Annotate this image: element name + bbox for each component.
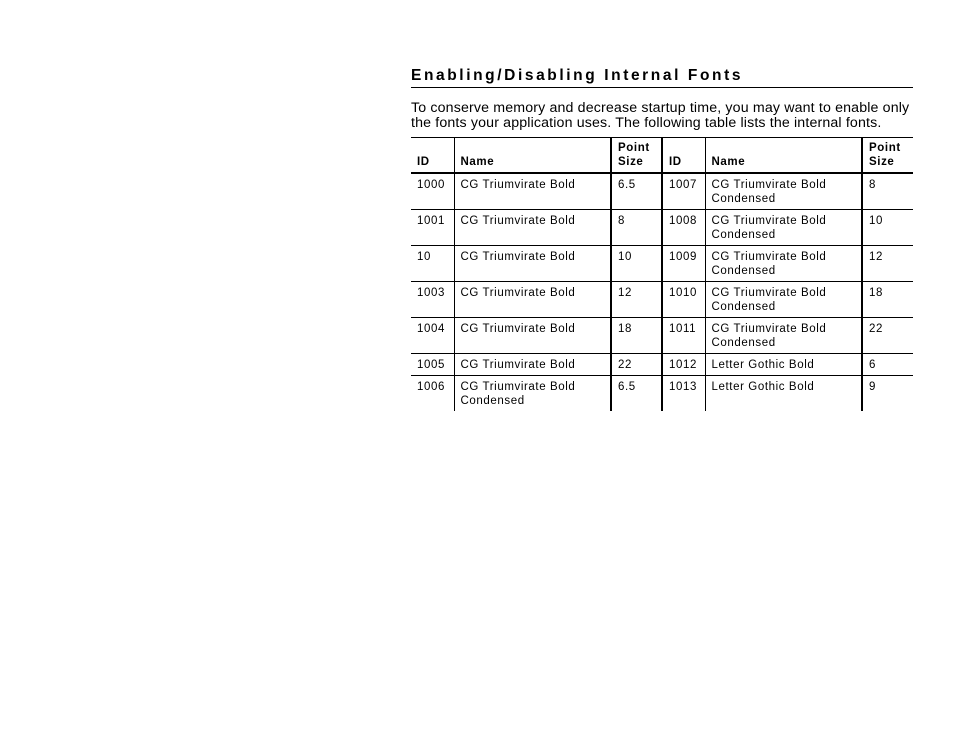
font-name-cell: CG Triumvirate Bold: [454, 173, 611, 210]
table-row: [411, 173, 913, 210]
font-name-cell: CG Triumvirate Bold: [454, 246, 611, 282]
intro-paragraph: To conserve memory and decrease startup time, you may want to enable only the fonts your application uses. The following table lists the internal fonts.: [411, 100, 910, 131]
point-size-cell: 18: [862, 282, 913, 318]
section-heading: Enabling/Disabling Internal Fonts: [411, 66, 913, 88]
table-row: [411, 210, 913, 246]
table-row: [411, 354, 913, 376]
font-id-cell: 1004: [411, 318, 454, 354]
font-id-cell: 1007: [662, 173, 705, 210]
font-id-cell: 1005: [411, 354, 454, 376]
header-point-size-line1: Point: [618, 142, 650, 154]
point-size-cell: 12: [862, 246, 913, 282]
point-size-cell: 18: [611, 318, 662, 354]
font-name-cell: CG Triumvirate Bold: [454, 318, 611, 354]
font-id-cell: 1006: [417, 381, 445, 393]
font-name-cell: CG Triumvirate Bold Condensed: [705, 318, 862, 354]
point-size-cell: 22: [862, 318, 913, 354]
table-row: [411, 376, 913, 412]
internal-fonts-section: [411, 66, 913, 411]
font-id-cell: 1012: [662, 354, 705, 376]
header-id-right: ID: [662, 138, 705, 174]
font-name-cell: Letter Gothic Bold: [705, 376, 862, 412]
font-name-cell: CG Triumvirate Bold Condensed: [705, 173, 862, 210]
font-id-cell: 10: [411, 246, 454, 282]
point-size-cell: 6.5: [611, 173, 662, 210]
font-id-cell: 1011: [662, 318, 705, 354]
point-size-cell: 6: [862, 354, 913, 376]
font-name-cell: CG Triumvirate Bold: [454, 282, 611, 318]
font-name-cell: CG Triumvirate Bold: [454, 354, 611, 376]
font-id-cell: 1000: [411, 173, 454, 210]
font-id-cell: 1008: [662, 210, 705, 246]
point-size-cell: 10: [862, 210, 913, 246]
font-name-cell: CG Triumvirate Bold: [454, 210, 611, 246]
font-name-cell: CG Triumvirate Bold Condensed: [454, 376, 611, 412]
font-name-cell: CG Triumvirate Bold Condensed: [705, 246, 862, 282]
header-point-size-left: [611, 138, 662, 174]
header-point-size-right: [862, 138, 913, 174]
font-name-cell: Letter Gothic Bold: [705, 354, 862, 376]
point-size-cell: 8: [611, 210, 662, 246]
point-size-cell: 8: [862, 173, 913, 210]
font-name-cell: CG Triumvirate Bold Condensed: [705, 282, 862, 318]
header-name-left: Name: [454, 138, 611, 174]
internal-fonts-table: [411, 137, 913, 411]
font-id-cell: 1001: [411, 210, 454, 246]
header-name-right: Name: [705, 138, 862, 174]
point-size-cell: 12: [611, 282, 662, 318]
table-row: [411, 318, 913, 354]
table-header-row: [411, 138, 913, 174]
font-id-cell: 1010: [662, 282, 705, 318]
table-row: [411, 246, 913, 282]
font-id-cell: 1009: [662, 246, 705, 282]
header-point-size-line2: Size: [618, 156, 644, 168]
font-id-cell: 1003: [411, 282, 454, 318]
table-row: [411, 282, 913, 318]
font-name-cell: CG Triumvirate Bold Condensed: [705, 210, 862, 246]
header-point-size-line2: Size: [869, 156, 895, 168]
point-size-cell: 10: [611, 246, 662, 282]
font-id-cell: 1013: [662, 376, 705, 412]
header-point-size-line1: Point: [869, 142, 901, 154]
point-size-cell: 9: [862, 376, 913, 412]
point-size-cell: 22: [611, 354, 662, 376]
point-size-cell: 6.5: [611, 376, 662, 412]
header-id-left: ID: [411, 138, 454, 174]
